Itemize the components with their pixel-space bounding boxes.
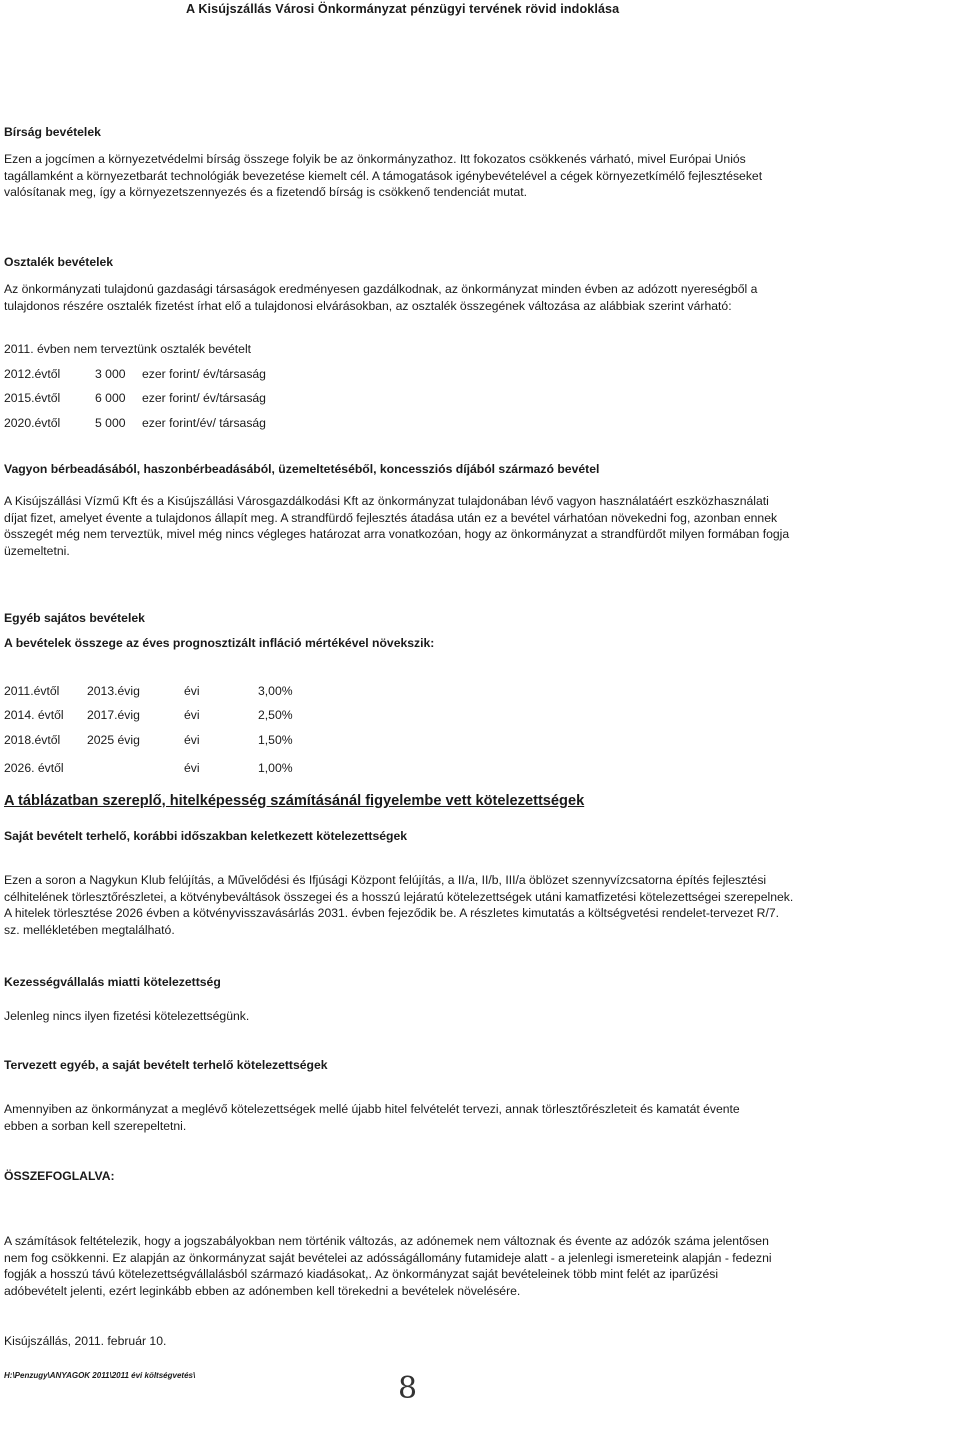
- egyeb-heading: Egyéb sajátos bevételek: [4, 611, 145, 625]
- osztalek-heading: Osztalék bevételek: [4, 255, 114, 269]
- osztalek-unit: ezer forint/ év/társaság: [142, 367, 266, 381]
- tervezett-heading: Tervezett egyéb, a saját bevételt terhelő kötelezettségek: [4, 1058, 328, 1072]
- inflacio-to: 2017.évig: [87, 708, 140, 722]
- inflacio-rate: 1,00%: [258, 761, 293, 775]
- osztalek-2011-line: 2011. évben nem terveztünk osztalék bevételt: [4, 342, 252, 356]
- file-path: H:\Penzugy\ANYAGOK 2011\2011 évi költségvetés\: [4, 1371, 196, 1380]
- osztalek-unit: ezer forint/ év/társaság: [142, 391, 266, 405]
- osszefoglalva-paragraph: A számítások feltételezik, hogy a jogszabályokban nem történik változás, az adónemek nem változnak és évente az adózók száma jelentősen nem fog csökkenni. Ez alapján az önkormányzat saját bevételei az adósságállomány futamideje alatt - a jelenlegi ismereteink alapján - fedezni fogják a hosszú távú kötelezettségvállalásból származó kiadásokat,. Az önkormányzat saját bevételeinek több mint felét az iparűzési adóbevételt jelenti, ezért leginkább ebben az adónemben kell törekedni a bevételek növelésére.: [4, 1234, 772, 1298]
- inflacio-label: évi: [184, 733, 200, 747]
- page-number: 8: [398, 1371, 418, 1406]
- inflacio-rate: 3,00%: [258, 684, 293, 698]
- inflacio-rate: 1,50%: [258, 733, 293, 747]
- inflacio-label: évi: [184, 761, 200, 775]
- inflacio-to: 2013.évig: [87, 684, 140, 698]
- vagyon-heading: Vagyon bérbeadásából, haszonbérbeadásából, üzemeltetéséből, koncessziós díjából származó bevétel: [4, 462, 600, 476]
- inflacio-from: 2026. évtől: [4, 761, 64, 775]
- vagyon-paragraph: A Kisújszállási Vízmű Kft és a Kisújszállási Városgazdálkodási Kft az önkormányzat tulajdonában lévő vagyon használatáért eszközhasználati díjat fizet, amelyet évente a tulajdonos állapít meg. A strandfürdő fejlesztés átadása után ez a bevétel várhatóan növekedni fog, azonban ennek összegét még nem terveztük, mivel még nincs végleges határozat arra vonatkozóan, hogy az önkormányzat a strandfürdőt milyen formában fogja üzemeltetni.: [4, 494, 790, 558]
- osztalek-unit: ezer forint/év/ társaság: [142, 416, 266, 430]
- sajat-heading: Saját bevételt terhelő, korábbi időszakban keletkezett kötelezettségek: [4, 829, 408, 843]
- inflacio-from: 2014. évtől: [4, 708, 64, 722]
- document-title: A Kisújszállás Városi Önkormányzat pénzügyi tervének rövid indoklása: [186, 2, 620, 16]
- inflacio-rate: 2,50%: [258, 708, 293, 722]
- egyeb-subheading: A bevételek összege az éves prognosztizált infláció mértékével növekszik:: [4, 636, 435, 650]
- birsag-paragraph: Ezen a jogcímen a környezetvédelmi bírság összege folyik be az önkormányzathoz. Itt fokozatos csökkenés várható, mivel Európai Uniós tagállamként a környezetbarát technológiák bevezetése kiemelt cél. A támogatások igénybevételével a cégek környezetkímélő fejlesztéseket valósítanak meg, így a környezetszennyezés és a fizetendő bírság is csökkenő tendenciát mutat.: [4, 152, 763, 200]
- inflacio-from: 2018.évtől: [4, 733, 61, 747]
- inflacio-label: évi: [184, 684, 200, 698]
- inflacio-to: 2025 évig: [87, 733, 140, 747]
- osztalek-amount: 3 000: [95, 367, 126, 381]
- osztalek-year: 2015.évtől: [4, 391, 61, 405]
- kezesseg-heading: Kezességvállalás miatti kötelezettség: [4, 975, 221, 989]
- kezesseg-paragraph: Jelenleg nincs ilyen fizetési kötelezettségünk.: [4, 1009, 250, 1023]
- osztalek-paragraph: Az önkormányzati tulajdonú gazdasági társaságok eredményesen gazdálkodnak, az önkormányzat minden évben az adózott nyereségből a tulajdonos részére osztalék fizetést írhat elő a tulajdonosi elvárásokban, az osztalék összegének változása az alábbiak szerint várható:: [4, 282, 758, 313]
- osztalek-year: 2012.évtől: [4, 367, 61, 381]
- birsag-heading: Bírság bevételek: [4, 125, 101, 139]
- osztalek-amount: 6 000: [95, 391, 126, 405]
- place-date: Kisújszállás, 2011. február 10.: [4, 1334, 167, 1348]
- inflacio-from: 2011.évtől: [4, 684, 60, 698]
- inflacio-label: évi: [184, 708, 200, 722]
- osszefoglalva-heading: ÖSSZEFOGLALVA:: [4, 1169, 115, 1183]
- sajat-paragraph: Ezen a soron a Nagykun Klub felújítás, a Művelődési és Ifjúsági Központ felújítás, a II/a, II/b, III/a öblözet szennyvízcsatorna építés fejlesztési célhitelének törlesztőrészletei, a kötvénybeváltások összegei és a hosszú lejáratú kötelezettségek utáni kamatfizetési kötelezettségei szerepelnek. A hitelek törlesztése 2026 évben a kötvényvisszavásárlás 2031. évben fejeződik be. A részletes kimutatás a költségvetési rendelet-tervezet R/7. sz. mellékletében megtalálható.: [4, 873, 794, 937]
- tablazat-heading: A táblázatban szereplő, hitelképesség számításánál figyelembe vett kötelezettségek: [4, 793, 585, 809]
- osztalek-amount: 5 000: [95, 416, 126, 430]
- tervezett-paragraph: Amennyiben az önkormányzat a meglévő kötelezettségek mellé újabb hitel felvételét tervezi, annak törlesztőrészleteit és kamatát évente ebben a sorban kell szerepeltetni.: [4, 1102, 740, 1133]
- osztalek-year: 2020.évtől: [4, 416, 61, 430]
